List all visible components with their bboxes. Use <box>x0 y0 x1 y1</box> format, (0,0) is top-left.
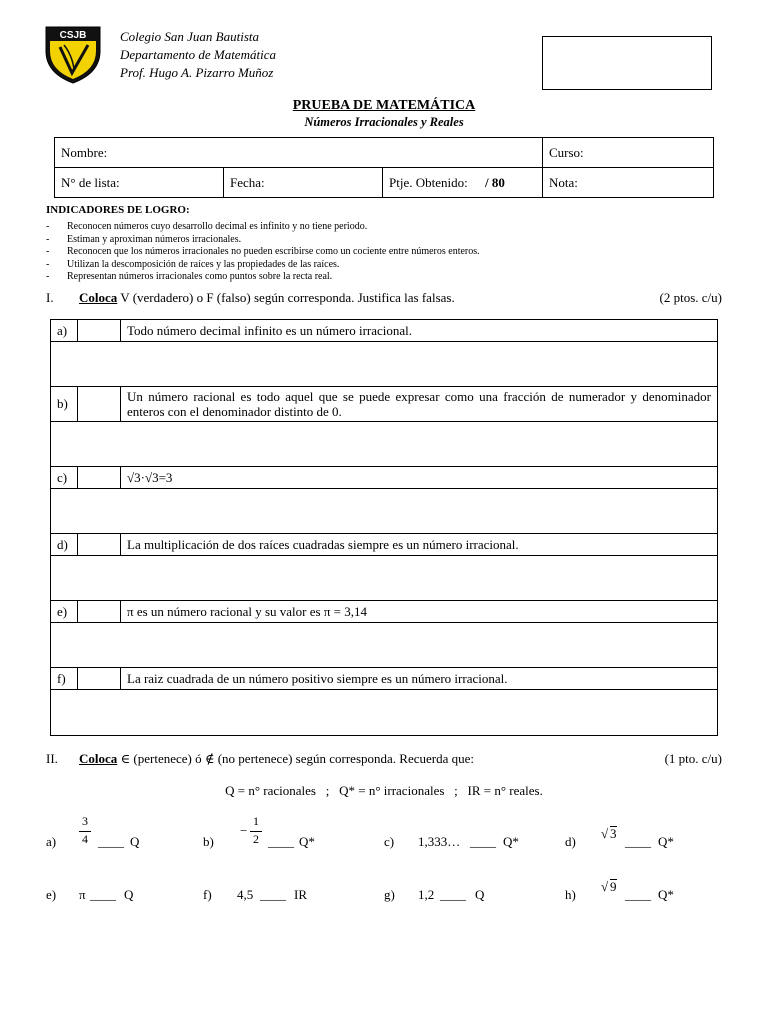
set-legend: Q = n° racionales ; Q* = n° irracionales ; IR = n° reales. <box>225 783 543 798</box>
section2-points: (1 pto. c/u) <box>664 751 722 766</box>
answer-cell[interactable] <box>78 467 121 489</box>
set-symbol: Q* <box>503 834 519 849</box>
school-logo <box>44 25 102 85</box>
answer-cell[interactable] <box>78 387 121 422</box>
field-lista[interactable]: N° de lista: <box>55 168 224 198</box>
item-value: 1,2 <box>418 887 435 902</box>
fraction-denominator: 4 <box>82 832 88 846</box>
item-value: π <box>79 887 86 902</box>
page-subtitle: Números Irracionales y Reales <box>304 115 464 129</box>
item-letter: f) <box>203 887 212 902</box>
student-info-table <box>54 137 714 198</box>
department-name: Departamento de Matemática <box>120 47 276 62</box>
indicadores-title: INDICADORES DE LOGRO: <box>46 204 190 216</box>
indicador-item: - Reconocen números cuyo desarrollo decimal es infinito y no tiene periodo. <box>46 221 368 232</box>
item-letter: g) <box>384 887 395 902</box>
item-letter: h) <box>565 887 576 902</box>
row-letter: f) <box>51 668 78 690</box>
answer-blank[interactable]: ____ <box>98 834 124 849</box>
item-letter: d) <box>565 834 576 849</box>
set-symbol: Q* <box>658 834 674 849</box>
field-fecha[interactable]: Fecha: <box>224 168 383 198</box>
statement: La raiz cuadrada de un número positivo siempre es un número irracional. <box>121 668 718 690</box>
indicador-item: - Reconocen que los números irracionales no pueden escribirse como un cociente entre números enteros. <box>46 246 480 258</box>
item-letter: c) <box>384 834 395 849</box>
answer-blank[interactable]: ____ <box>470 834 496 849</box>
set-symbol: Q* <box>658 887 674 902</box>
set-symbol: Q <box>475 887 485 902</box>
answer-blank[interactable]: ____ <box>440 887 466 902</box>
puntaje-label: Ptje. Obtenido: <box>389 174 468 190</box>
statement: La multiplicación de dos raíces cuadradas siempre es un número irracional. <box>121 534 718 556</box>
field-curso[interactable]: Curso: <box>543 138 714 168</box>
fraction-numerator: 3 <box>82 814 88 828</box>
justification-cell[interactable] <box>51 422 718 467</box>
item-letter: a) <box>46 834 57 849</box>
indicadores-list <box>46 221 480 284</box>
item-value: 1,333… <box>418 834 461 849</box>
section1-instruction: Coloca V (verdadero) o F (falso) según corresponda. Justifica las falsas. <box>79 290 455 305</box>
puntaje-total: / 80 <box>484 174 505 190</box>
radical-sign: √ <box>601 826 609 841</box>
row-letter: a) <box>51 320 78 342</box>
indicador-item: - Estiman y aproximan números irracionales. <box>46 233 242 245</box>
item-letter: b) <box>203 834 214 849</box>
answer-blank[interactable]: ____ <box>260 887 286 902</box>
section2-number: II. <box>46 751 58 766</box>
indicador-item: - Representan números irracionales como puntos sobre la recta real. <box>46 271 333 283</box>
answer-cell[interactable] <box>78 534 121 556</box>
justification-cell[interactable] <box>51 342 718 387</box>
set-symbol: Q* <box>299 834 315 849</box>
answer-cell[interactable] <box>78 668 121 690</box>
justification-cell[interactable] <box>51 489 718 534</box>
statement: √3·√3=3 <box>121 467 718 489</box>
grade-box[interactable] <box>542 36 712 90</box>
indicador-item: - Utilizan la descomposición de raíces y las propiedades de las raíces. <box>46 258 340 270</box>
statement: π es un número racional y su valor es π = 3,14 <box>121 601 718 623</box>
field-nota[interactable]: Nota: <box>543 168 714 198</box>
field-puntaje[interactable] <box>383 168 543 198</box>
section2-instruction: Coloca ∈ (pertenece) ó ∉ (no pertenece) según corresponda. Recuerda que: <box>79 751 474 766</box>
school-name: Colegio San Juan Bautista <box>120 29 260 44</box>
statement: Todo número decimal infinito es un número irracional. <box>121 320 718 342</box>
statement: Un número racional es todo aquel que se puede expresar como una fracción de numerador y denominador enteros con el denominador distinto de 0. <box>121 387 718 422</box>
school-header <box>120 28 276 82</box>
justification-cell[interactable] <box>51 690 718 736</box>
row-letter: c) <box>51 467 78 489</box>
row-letter: d) <box>51 534 78 556</box>
set-symbol: Q <box>130 834 140 849</box>
answer-blank[interactable]: ____ <box>625 834 651 849</box>
radicand: 3 <box>610 826 617 841</box>
answer-blank[interactable]: ____ <box>90 887 116 902</box>
teacher-name: Prof. Hugo A. Pizarro Muñoz <box>120 65 274 80</box>
answer-cell[interactable] <box>78 601 121 623</box>
field-nombre[interactable]: Nombre: <box>55 138 543 168</box>
answer-blank[interactable]: ____ <box>268 834 294 849</box>
fraction-denominator: 2 <box>253 832 259 846</box>
set-symbol: IR <box>294 887 307 902</box>
minus-sign: − <box>240 823 248 838</box>
row-letter: b) <box>51 387 78 422</box>
row-letter: e) <box>51 601 78 623</box>
fraction-numerator: 1 <box>253 814 259 828</box>
section1-number: I. <box>46 290 54 305</box>
answer-blank[interactable]: ____ <box>625 887 651 902</box>
justification-cell[interactable] <box>51 623 718 668</box>
set-symbol: Q <box>124 887 134 902</box>
radicand: 9 <box>610 879 617 894</box>
answer-cell[interactable] <box>78 320 121 342</box>
section1-points: (2 ptos. c/u) <box>659 290 722 305</box>
svg-text:CSJB: CSJB <box>59 30 87 41</box>
radical-sign: √ <box>601 879 609 894</box>
item-letter: e) <box>46 887 57 902</box>
item-value: 4,5 <box>237 887 254 902</box>
page-title: PRUEBA DE MATEMÁTICA <box>292 98 476 113</box>
true-false-table <box>50 319 718 736</box>
justification-cell[interactable] <box>51 556 718 601</box>
